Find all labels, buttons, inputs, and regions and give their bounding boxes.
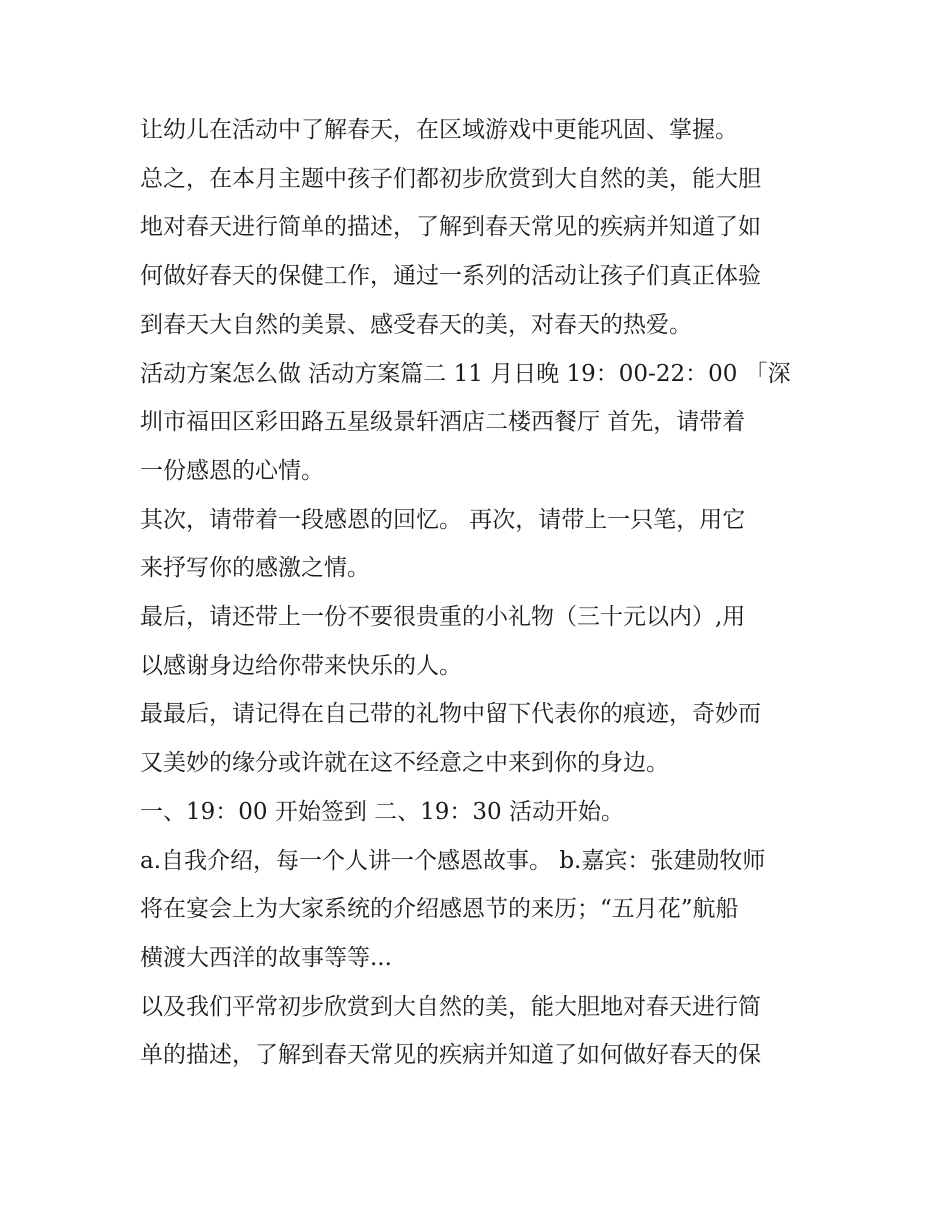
text-line: 最后，请还带上一份不要很贵重的小礼物（三十元以内）,用 [140,604,746,631]
text-line: 以感谢身边给你带来快乐的人。 [140,652,462,679]
paragraph-2 [140,155,820,350]
text-line: 何做好春天的保健工作，通过一系列的活动让孩子们真正体验 [140,263,761,290]
paragraph-7 [140,788,820,837]
document-body [140,106,820,1080]
text-line: 横渡大西洋的故事等等... [140,944,392,971]
text-line: a.自我介绍，每一个人讲一个感恩故事。 b.嘉宾：张建勋牧师 [140,847,766,874]
text-line: 将在宴会上为大家系统的介绍感恩节的来历；“五月花”航船 [140,896,739,923]
text-line: 其次，请带着一段感恩的回忆。 再次，请带上一只笔，用它 [140,506,746,533]
text-line: 一、19：00 开始签到 二、19：30 活动开始。 [140,798,624,825]
text-line: 来抒写你的感激之情。 [140,555,370,582]
paragraph-8 [140,837,820,983]
text-line: 总之，在本月主题中孩子们都初步欣赏到大自然的美，能大胆 [140,165,761,192]
text-line: 一份感恩的心情。 [140,457,324,484]
text-line: 让幼儿在活动中了解春天，在区域游戏中更能巩固、掌握。 [140,117,738,143]
text-line: 活动方案怎么做 活动方案篇二 11 月日晚 19：00-22：00 「深 [140,360,791,387]
paragraph-5 [140,593,820,690]
text-line: 地对春天进行简单的描述，了解到春天常见的疾病并知道了如 [140,214,761,241]
text-line: 到春天大自然的美景、感受春天的美，对春天的热爱。 [140,311,692,338]
paragraph-9 [140,983,820,1080]
text-line: 以及我们平常初步欣赏到大自然的美，能大胆地对春天进行简 [140,993,761,1020]
paragraph-3 [140,350,820,496]
text-line: 圳市福田区彩田路五星级景轩酒店二楼西餐厅 首先，请带着 [140,409,746,436]
text-line: 单的描述，了解到春天常见的疾病并知道了如何做好春天的保 [140,1042,761,1069]
paragraph-1 [140,106,820,155]
paragraph-6 [140,690,820,787]
text-line: 又美妙的缘分或许就在这不经意之中来到你的身边。 [140,750,669,777]
paragraph-4 [140,496,820,593]
text-line: 最最后，请记得在自己带的礼物中留下代表你的痕迹，奇妙而 [140,701,761,728]
